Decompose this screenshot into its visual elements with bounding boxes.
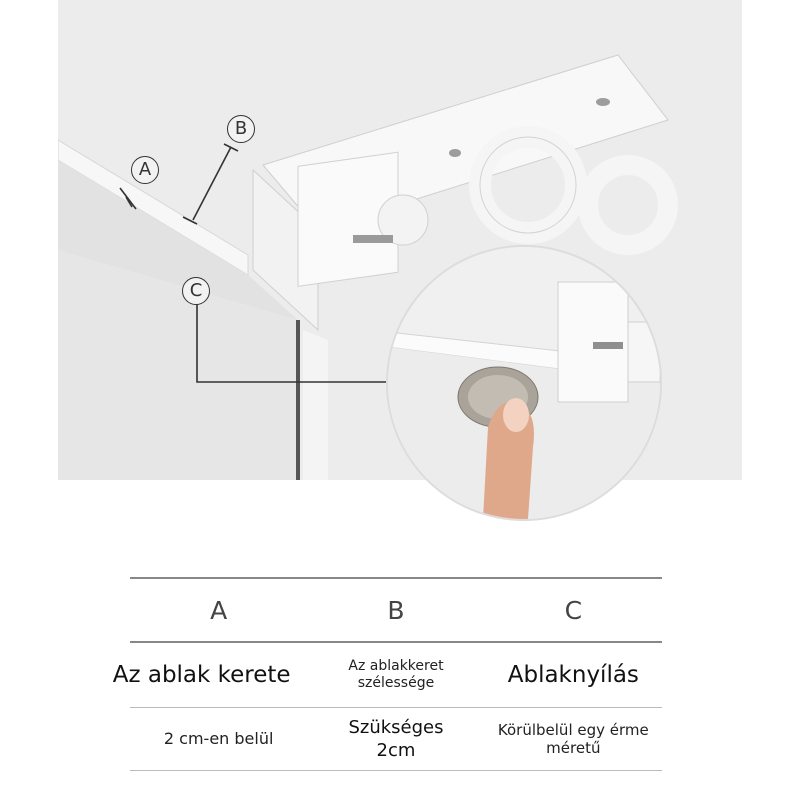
marker-b: B xyxy=(227,115,255,143)
table-cell xyxy=(485,708,662,771)
table-cell xyxy=(307,708,484,771)
table-header-row xyxy=(130,578,662,642)
table-cell xyxy=(307,642,484,708)
spec-table xyxy=(112,577,662,771)
table-cell xyxy=(112,642,307,708)
table-cell-text: Körülbelül egy érme méretű xyxy=(497,721,649,757)
table-header-cell: A xyxy=(210,595,228,625)
table-row xyxy=(130,708,662,771)
table-cell xyxy=(485,642,662,708)
marker-c: C xyxy=(182,277,210,305)
zoom-detail-circle xyxy=(388,247,660,519)
table-cell-text: 2 cm-en belül xyxy=(163,729,274,748)
table-cell-text: Ablaknyílás xyxy=(507,662,639,688)
table-cell xyxy=(130,708,307,771)
marker-a: A xyxy=(131,156,159,184)
table-header-cell: B xyxy=(387,595,405,625)
table-cell-text: Az ablak kerete xyxy=(112,662,291,688)
table-header-cell: C xyxy=(564,595,583,625)
table-cell-text: Az ablakkeret szélessége xyxy=(348,658,444,691)
coin-gap-illustration xyxy=(388,247,660,519)
table-cell-text: Szükséges 2cm xyxy=(348,717,444,761)
table-row xyxy=(130,642,662,708)
